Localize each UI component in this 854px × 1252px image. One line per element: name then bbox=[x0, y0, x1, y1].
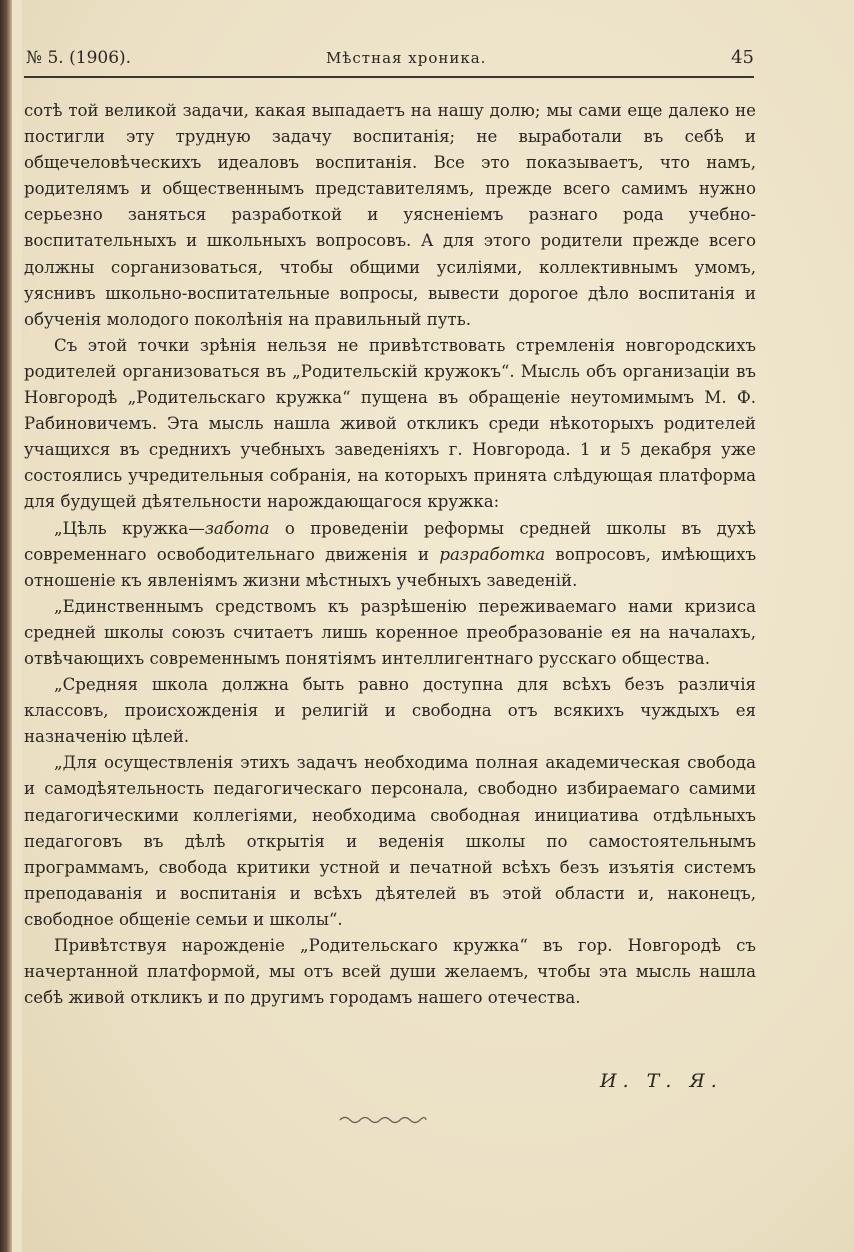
page-number: 45 bbox=[731, 47, 754, 68]
book-binding bbox=[0, 0, 12, 1252]
goal-italic-development: разработка bbox=[439, 544, 546, 564]
section-title: Мѣстная хроника. bbox=[326, 49, 487, 67]
paragraph-7: Привѣтствуя нарожденіе „Родительскаго кружка“ въ гор. Новгородѣ съ начертанной платформой, мы отъ всей души желаемъ, чтобы эта мысль нашла себѣ живой откликъ и по другимъ городамъ нашего отечества. bbox=[24, 936, 756, 1008]
paragraph-2: Съ этой точки зрѣнія нельзя не привѣтствовать стремленія новгородскихъ родителей организоваться въ „Родительскій кружокъ“. Мысль объ организаціи въ Новгородѣ „Родительскаго кружка“ пущена въ обращеніе неутомимымъ М. Ф. Рабиновичемъ. Эта мысль нашла живой откликъ среди нѣкоторыхъ родителей учащихся въ среднихъ учебныхъ заведеніяхъ г. Новгорода. 1 и 5 декабря уже состоялись учредительныя собранія, на которыхъ принята слѣдующая платформа для будущей дѣятельности нарождающагося кружка: bbox=[24, 335, 756, 512]
author-signature: И. Т. Я. bbox=[600, 1070, 723, 1092]
quote-mark: „ bbox=[54, 596, 63, 616]
goal-lead: „Цѣль кружка— bbox=[54, 518, 205, 538]
ornament-divider bbox=[338, 1112, 428, 1126]
paragraph-6: „Для осуществленія этихъ задачъ необходима полная академическая свобода и самодѣятельность педагогическаго персонала, свободно избираемаго самими педагогическими коллегіями, необходима свободная инициатива отдѣльныхъ педагоговъ въ дѣлѣ открытія и веденія школы по самостоятельнымъ программамъ, свобода критики устной и печатной всѣхъ безъ изъятія системъ преподаванія и воспитанія и всѣхъ дѣятелей въ этой области и, наконецъ, свободное общеніе семьи и школы“. bbox=[24, 753, 756, 929]
goal-tail: вопросовъ, имѣющихъ отношеніе къ явленіямъ жизни мѣстныхъ учебныхъ заведеній. bbox=[24, 544, 757, 590]
article-body bbox=[24, 98, 756, 1011]
paragraph-1: сотѣ той великой задачи, какая выпадаетъ на нашу долю; мы сами еще далеко не постигли эту трудную задачу воспитанія; не выработали въ себѣ и общечеловѣческихъ идеаловъ воспитанія. Все это показываетъ, что намъ, родителямъ и общественнымъ представителямъ, прежде всего самимъ нужно серьезно заняться разработкой и уясненіемъ разнаго рода учебно-воспитательныхъ и школьныхъ вопросовъ. А для этого родители прежде всего должны сорганизоваться, чтобы общими усиліями, коллективнымъ умомъ, уяснивъ школьно-воспитательные вопросы, вывести дорогое дѣло воспитанія и обученія молодого поколѣнія на правильный путь. bbox=[24, 101, 756, 329]
page-header bbox=[26, 46, 754, 76]
paragraph-goal bbox=[24, 516, 756, 594]
header-rule bbox=[24, 76, 754, 78]
goal-mid: о проведеніи реформы средней школы въ духѣ современнаго освободительнаго движенія и bbox=[24, 518, 756, 564]
issue-number: № 5. (1906). bbox=[26, 48, 132, 68]
paragraph-4 bbox=[24, 594, 756, 672]
paragraph-4-text: Единственнымъ средствомъ къ разрѣшенію переживаемаго нами кризиса средней школы союзъ считаетъ лишь коренное преобразованіе ея на началахъ, отвѣчающихъ современнымъ понятіямъ интеллигентнаго русскаго общества. bbox=[24, 596, 756, 668]
goal-italic-care: забота bbox=[204, 518, 270, 538]
paragraph-5: „Средняя школа должна быть равно доступна для всѣхъ безъ различія классовъ, происхожденія и религій и свободна отъ всякихъ чуждыхъ ея назначенію цѣлей. bbox=[24, 675, 756, 747]
